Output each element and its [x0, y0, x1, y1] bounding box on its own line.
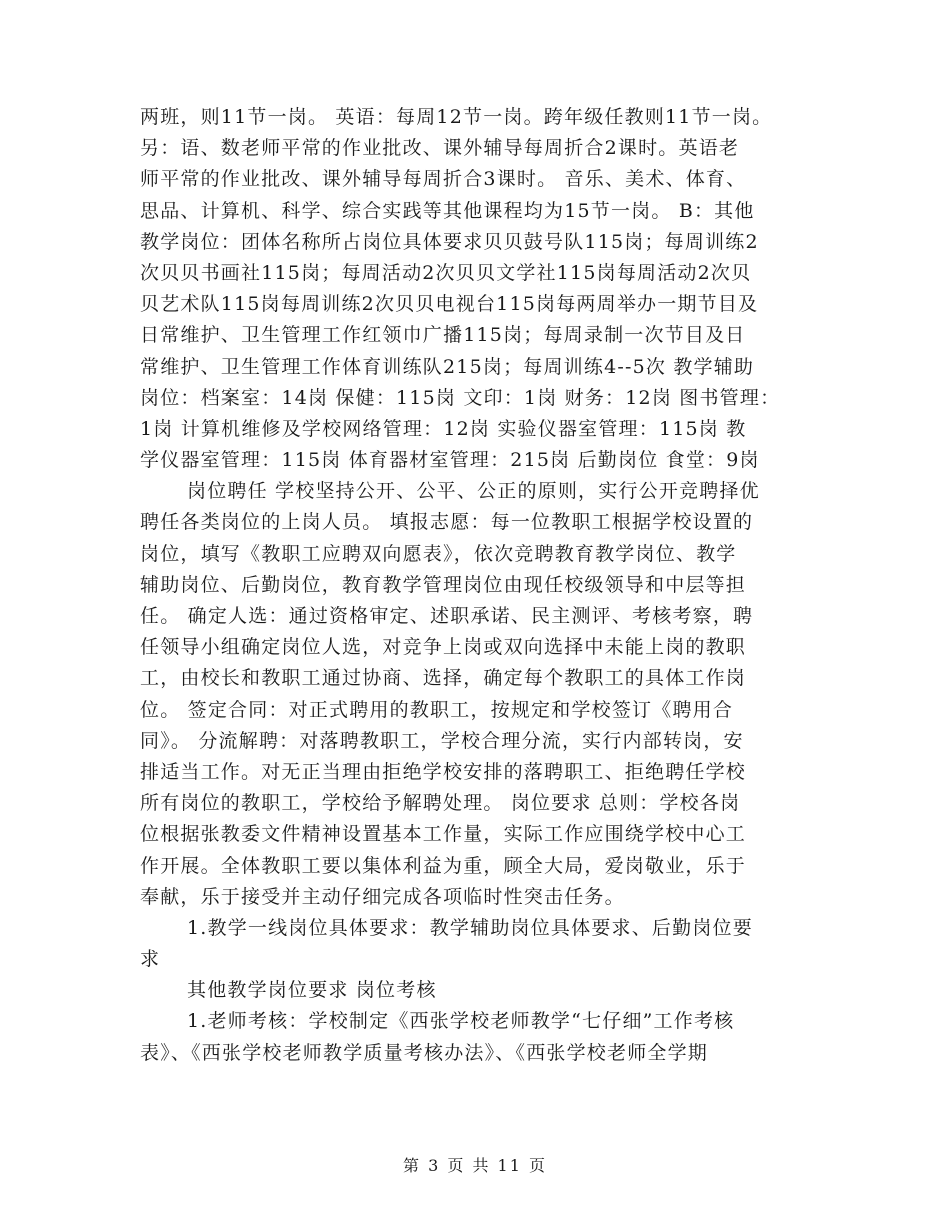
text-line: 教学岗位：团体名称所占岗位具体要求贝贝鼓号队115岗；每周训练2	[140, 230, 759, 253]
paragraph-start-line: 岗位聘任 学校坚持公开、公平、公正的原则，实行公开竞聘择优	[187, 480, 760, 503]
document-body	[140, 102, 820, 1069]
text-line: 贝艺术队115岗每周训练2次贝贝电视台115岗每两周举办一期节目及	[140, 293, 759, 316]
text-line: 岗位，填写《教职工应聘双向愿表》，依次竞聘教育教学岗位、教学	[140, 542, 737, 565]
text-line: 聘任各类岗位的上岗人员。 填报志愿：每一位教职工根据学校设置的	[140, 511, 754, 534]
text-line: 奉献，乐于接受并主动仔细完成各项临时性突击任务。	[140, 885, 625, 908]
text-line: 1岗 计算机维修及学校网络管理：12岗 实验仪器室管理：115岗 教	[140, 417, 747, 440]
text-line: 岗位：档案室：14岗 保健：115岗 文印：1岗 财务：12岗 图书管理：	[140, 386, 781, 409]
paragraph-start-line: 1.老师考核：学校制定《西张学校老师教学“七仔细”工作考核	[187, 1010, 735, 1033]
text-line: 所有岗位的教职工，学校给予解聘处理。 岗位要求 总则：学校各岗	[140, 792, 741, 815]
text-line: 师平常的作业批改、课外辅导每周折合3课时。 音乐、美术、体育、	[140, 168, 747, 191]
page-number-footer: 第 3 页 共 11 页	[403, 1156, 547, 1175]
text-line: 思品、计算机、科学、综合实践等其他课程均为15节一岗。 B：其他	[140, 199, 755, 222]
text-line: 任领导小组确定岗位人选，对竞争上岗或双向选择中未能上岗的教职	[140, 636, 747, 659]
text-line: 排适当工作。对无正当理由拒绝学校安排的落聘职工、拒绝聘任学校	[140, 760, 747, 783]
text-line: 位。 签定合同：对正式聘用的教职工，按规定和学校签订《聘用合	[140, 698, 734, 721]
text-line: 另：语、数老师平常的作业批改、课外辅导每周折合2课时。英语老	[140, 137, 740, 160]
text-line: 求	[140, 948, 161, 971]
text-line: 位根据张教委文件精神设置基本工作量，实际工作应围绕学校中心工	[140, 823, 747, 846]
text-line: 次贝贝书画社115岗；每周活动2次贝贝文学社115岗每周活动2次贝	[140, 261, 752, 284]
text-line: 辅助岗位、后勤岗位，教育教学管理岗位由现任校级领导和中层等担	[140, 573, 747, 596]
text-line: 常维护、卫生管理工作体育训练队215岗；每周训练4--5次 教学辅助	[140, 355, 755, 378]
section-heading-line: 其他教学岗位要求 岗位考核	[187, 979, 437, 1002]
text-line: 表》、《西张学校老师教学质量考核办法》、《西张学校老师全学期	[140, 1041, 709, 1064]
text-line: 任。 确定人选：通过资格审定、述职承诺、民主测评、考核考察，聘	[140, 605, 754, 627]
text-line: 日常维护、卫生管理工作红领巾广播115岗；每周录制一次节目及日	[140, 324, 746, 347]
text-line: 两班，则11节一岗。 英语：每周12节一岗。跨年级任教则11节一岗。	[140, 106, 773, 128]
text-line: 同》。 分流解聘：对落聘教职工，学校合理分流，实行内部转岗，安	[140, 729, 744, 752]
text-line: 学仪器室管理：115岗 体育器材室管理：215岗 后勤岗位 食堂：9岗	[140, 449, 760, 472]
text-line: 工，由校长和教职工通过协商、选择，确定每个教职工的具体工作岗	[140, 667, 747, 690]
paragraph-start-line: 1.教学一线岗位具体要求：教学辅助岗位具体要求、后勤岗位要	[187, 916, 753, 939]
text-line: 作开展。全体教职工要以集体利益为重，顾全大局，爱岗敬业，乐于	[140, 854, 747, 877]
